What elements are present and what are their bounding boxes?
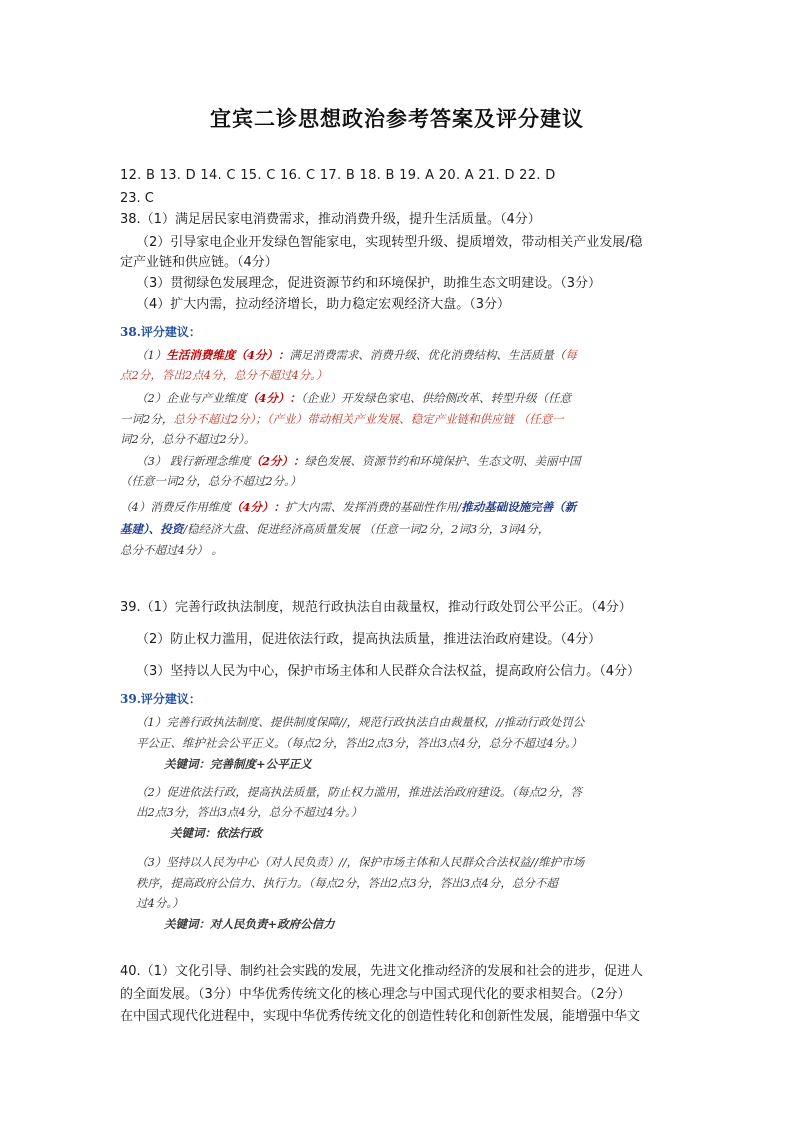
q39-rubric-2b: 出2点3分，答出3点4分，总分不超过4分。）: [136, 805, 363, 819]
q38-r2-score-b: 总分不超过2分）；（产业）带动相关产业发展、稳定产业链和供应链 （任意一: [173, 412, 564, 426]
q38-answer-3: （3）贯彻绿色发展理念，促进资源节约和环境保护，助推生态文明建设。（3分）: [136, 276, 602, 291]
q38-r1-dimension: 生活消费维度（4分）：: [166, 348, 290, 362]
q38-answer-1: 38.（1）满足居民家电消费需求，推动消费升级，提升生活质量。（4分）: [120, 212, 541, 227]
q38-answer-2b: 定产业链和供应链。（4分）: [120, 255, 278, 270]
q40-answer-line1: 40.（1）文化引导、制约社会实践的发展，先进文化推动经济的发展和社会的进步，促进人: [120, 964, 643, 979]
q38-r2-lead: （2）企业与产业维度: [136, 391, 247, 405]
q39-keyword-3: 关键词：对人民负责+政府公信力: [164, 917, 335, 931]
q38-r4-body-2: /稳经济大盘、促进经济高质量发展 （任意一词2分，2词3分，3词4分，: [183, 522, 550, 536]
q39-rubric-label: 39.评分建议：: [120, 692, 201, 706]
q39-answer-2: （2）防止权力滥用，促进依法行政，提高执法质量，推进法治政府建设。（4分）: [136, 632, 602, 647]
mc-answers-line2: 23. C: [120, 191, 154, 206]
q39-keyword-2: 关键词：依法行政: [170, 826, 262, 840]
q38-rubric-3: [136, 452, 581, 470]
q38-r3-dimension: （2分）：: [250, 454, 305, 468]
q38-answer-4: （4）扩大内需，拉动经济增长，助力稳定宏观经济大盘。（3分）: [136, 297, 511, 312]
q38-r1-score: 点2分，答出2点4分，总分不超过4分。）: [120, 368, 328, 382]
q38-r2-body: （企业）开发绿色家电、供给侧改革、转型升级（任意: [300, 391, 572, 405]
q38-r3-lead: （3） 践行新理念维度: [136, 454, 251, 468]
q38-rubric-4c: 总分不超过4分） 。: [120, 543, 223, 557]
q38-answer-2a: （2）引导家电企业开发绿色智能家电，实现转型升级、提质增效，带动相关产业发展/稳: [136, 235, 643, 250]
q39-rubric-1a: （1）完善行政执法制度、提供制度保障//，规范行政执法自由裁量权，//推动行政处罚公: [136, 715, 585, 729]
q38-rubric-4: [120, 498, 576, 516]
q38-r1-body: 满足消费需求、消费升级、优化消费结构、生活质量（: [289, 348, 566, 362]
q39-rubric-1b: 平公正、维护社会公平正义。（每点2分，答出2点3分，答出3点4分，总分不超过4分。）: [136, 736, 583, 750]
q38-rubric-2c: 词2分，总分不超过2分）。: [120, 432, 256, 446]
page-title: 宜宾二诊思想政治参考答案及评分建议: [210, 106, 584, 131]
q38-r1-red: 每: [565, 348, 577, 362]
q38-rubric-2: [136, 389, 571, 407]
q38-r2-dimension: （4分）：: [246, 391, 301, 405]
q38-rubric-3b: （任意一词2分，总分不超过2分。）: [120, 474, 302, 488]
mc-answers-line1: 12. B 13. D 14. C 15. C 16. C 17. B 18. B 19. A 20. A 21. D 22. D: [120, 168, 556, 183]
q39-keyword-1: 关键词：完善制度+公平正义: [164, 757, 312, 771]
q40-answer-line2: 的全面发展。（3分）中华优秀传统文化的核心理念与中国式现代化的要求相契合。（2分）: [120, 987, 631, 1002]
q39-rubric-3b: 秩序，提高政府公信力、执行力。（每点2分，答出2点3分，答出3点4分，总分不超: [136, 876, 558, 890]
q38-rubric-4b: [120, 520, 549, 538]
q39-rubric-3c: 过4分。）: [136, 896, 184, 910]
q38-r4-lead: （4）消费反作用维度: [120, 500, 231, 514]
q38-r1-lead: （1）: [136, 348, 167, 362]
q39-answer-1: 39.（1）完善行政执法制度，规范行政执法自由裁量权，推动行政处罚公平公正。（4分）: [120, 600, 632, 615]
q38-rubric-label: 38.评分建议：: [120, 325, 201, 339]
q38-r4-blue: 推动基础设施完善（新: [461, 500, 577, 514]
q38-r4-blue-2: 基建）、投资: [120, 522, 184, 536]
q39-rubric-3a: （3）坚持以人民为中心（对人民负责）//，保护市场主体和人民群众合法权益//维护市场: [136, 855, 585, 869]
q38-r3-body: 绿色发展、资源节约和环境保护、生态文明、美丽中国: [304, 454, 581, 468]
q38-r4-dimension: （4分）：: [230, 500, 285, 514]
q38-r2-score-a: 一词2分，: [120, 412, 174, 426]
q40-answer-line3: 在中国式现代化进程中，实现中华优秀传统文化的创造性转化和创新性发展，能增强中华文: [120, 1009, 641, 1024]
q38-rubric-2b: [120, 410, 564, 428]
q38-rubric-1: [136, 346, 577, 364]
q39-rubric-2a: （2）促进依法行政，提高执法质量，防止权力滥用，推进法治政府建设。（每点2分，答: [136, 785, 582, 799]
q38-r4-body: 扩大内需、发挥消费的基础性作用/: [284, 500, 462, 514]
q38-rubric-1b: [120, 366, 328, 384]
q39-answer-3: （3）坚持以人民为中心，保护市场主体和人民群众合法权益，提高政府公信力。（4分）: [136, 664, 641, 679]
